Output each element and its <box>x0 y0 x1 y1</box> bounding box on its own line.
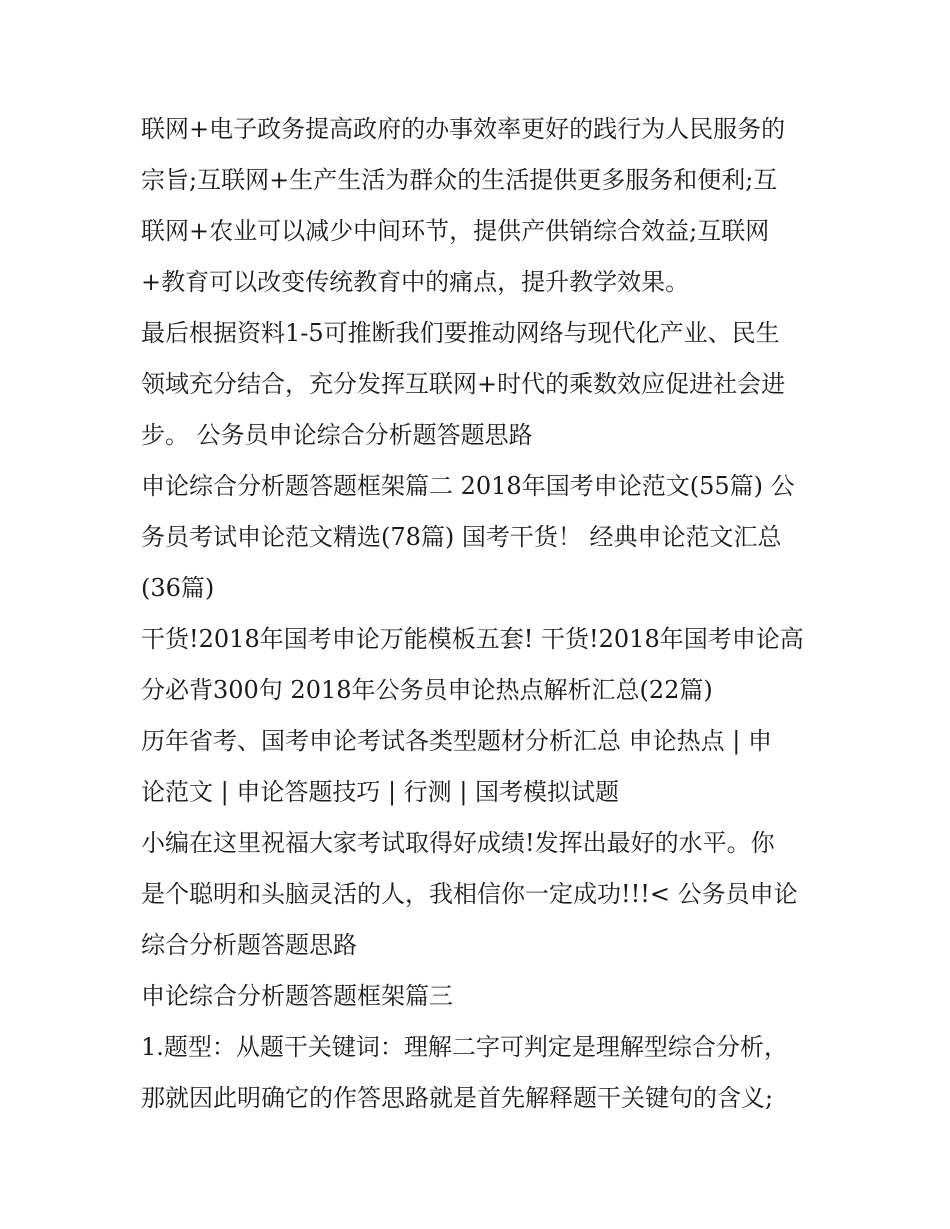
text-line: 论范文 | 申论答题技巧 | 行测 | 国考模拟试题 <box>141 778 620 806</box>
text-line: 1.题型：从题干关键词：理解二字可判定是理解型综合分析， <box>141 1033 788 1061</box>
text-line: 步。 公务员申论综合分析题答题思路 <box>141 421 533 449</box>
text-line: 是个聪明和头脑灵活的人，我相信你一定成功!!!< 公务员申论 <box>141 880 798 908</box>
text-line: (36篇) <box>141 574 215 602</box>
text-line: 历年省考、国考申论考试各类型题材分析汇总 申论热点 | 申 <box>141 727 772 755</box>
document-body <box>141 104 821 1124</box>
text-line: 申论综合分析题答题框架篇二 2018年国考申论范文(55篇) 公 <box>141 472 795 500</box>
text-line: 领域充分结合，充分发挥互联网+时代的乘数效应促进社会进 <box>141 370 786 398</box>
text-line: 宗旨;互联网+生产生活为群众的生活提供更多服务和便利;互 <box>141 166 778 194</box>
text-line: 申论综合分析题答题框架篇三 <box>141 982 453 1010</box>
text-line: 分必背300句 2018年公务员申论热点解析汇总(22篇) <box>141 676 713 704</box>
text-line: 联网+电子政务提高政府的办事效率更好的践行为人民服务的 <box>141 115 786 143</box>
text-line: 联网+农业可以减少中间环节，提供产供销综合效益;互联网 <box>141 217 770 245</box>
text-line: 综合分析题答题思路 <box>141 931 357 959</box>
text-line: 那就因此明确它的作答思路就是首先解释题干关键句的含义; <box>141 1084 774 1112</box>
text-line: 干货!2018年国考申论万能模板五套! 干货!2018年国考申论高 <box>141 625 804 653</box>
text-line: 小编在这里祝福大家考试取得好成绩!发挥出最好的水平。你 <box>141 829 775 857</box>
text-line: 务员考试申论范文精选(78篇) 国考干货！ 经典申论范文汇总 <box>141 523 782 551</box>
text-line: 最后根据资料1-5可推断我们要推动网络与现代化产业、民生 <box>141 319 780 347</box>
text-line: +教育可以改变传统教育中的痛点，提升教学效果。 <box>141 268 690 296</box>
